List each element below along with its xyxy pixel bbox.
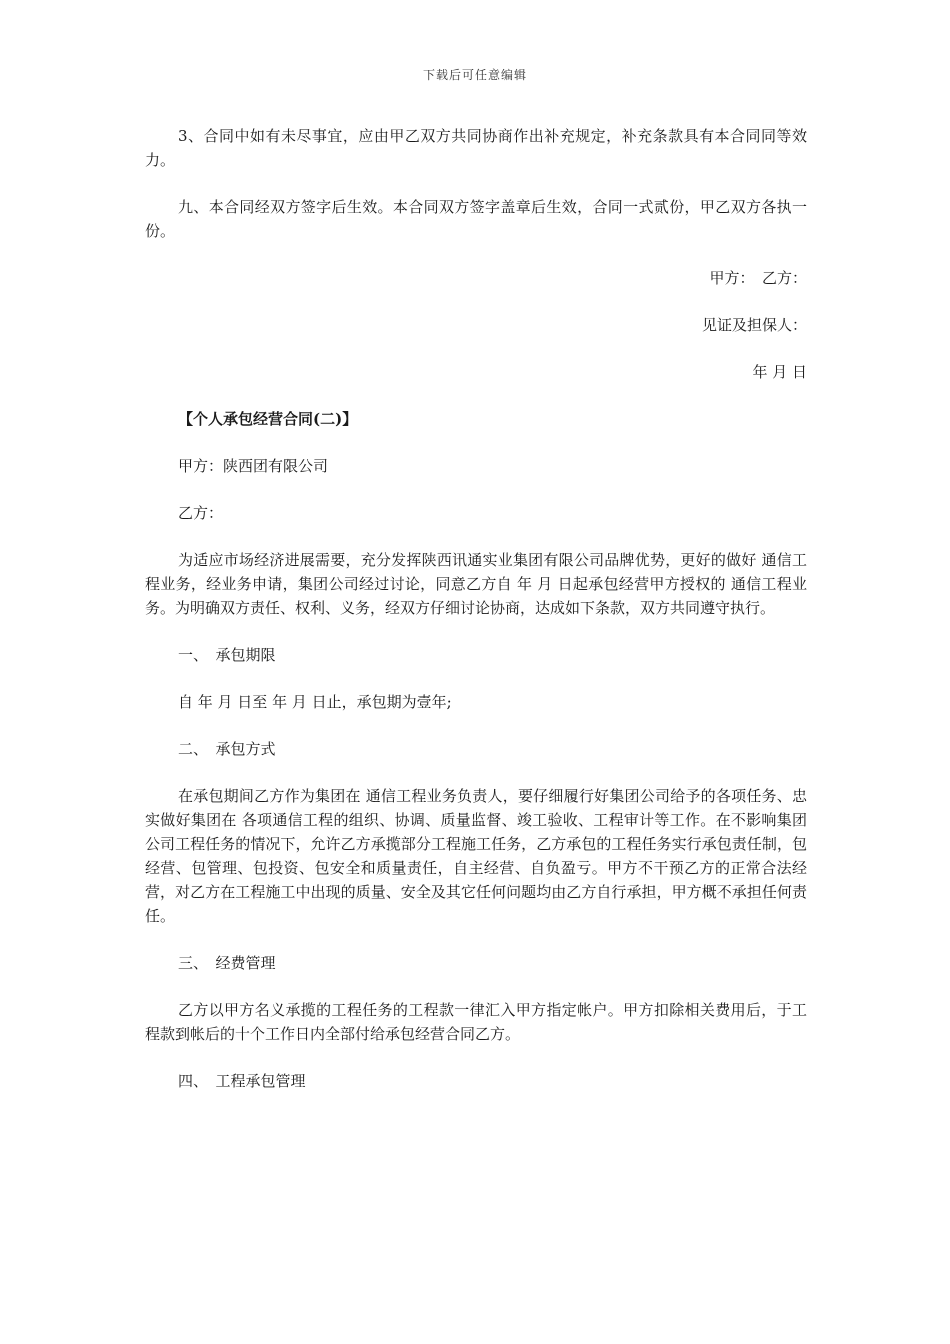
party-b-line: 乙方： <box>178 504 224 522</box>
clause-3-paragraph: 3、合同中如有未尽事宜，应由甲乙双方共同协商作出补充规定，补充条款具有本合同同等效力。 <box>145 127 807 169</box>
section-2-body: 在承包期间乙方作为集团在 通信工程业务负责人，要仔细履行好集团公司给予的各项任务、忠实做好集团在 各项通信工程的组织、协调、质量监督、竣工验收、工程审计等工作。在不影响集团公司工程任务的情况下，允许乙方承揽部分工程施工任务，乙方承包的工程任务实行承包责任制，包经营、包管理、包投资、包安全和质量责任，自主经营、自负盈亏。甲方不干预乙方的正常合法经营，对乙方在工程施工中出现的质量、安全及其它任何问题均由乙方自行承担，甲方概不承担任何责任。 <box>145 787 807 925</box>
section-1-heading: 一、 承包期限 <box>178 646 276 664</box>
intro-paragraph: 为适应市场经济进展需要，充分发挥陕西讯通实业集团有限公司品牌优势，更好的做好 通信工程业务，经业务申请，集团公司经过讨论，同意乙方自 年 月 日起承包经营甲方授权的 通信工程业务。为明确双方责任、权利、义务，经双方仔细讨论协商，达成如下条款，双方共同遵守执行。 <box>145 551 807 617</box>
signature-date: 年 月 日 <box>752 363 807 381</box>
party-a-line: 甲方：陕西团有限公司 <box>178 457 329 475</box>
clause-9-paragraph: 九、本合同经双方签字后生效。本合同双方签字盖章后生效，合同一式贰份，甲乙双方各执一份。 <box>145 198 807 240</box>
section-3-heading: 三、 经费管理 <box>178 954 276 972</box>
section-4-heading: 四、 工程承包管理 <box>178 1072 306 1090</box>
section-2-heading: 二、 承包方式 <box>178 740 276 758</box>
page-header: 下载后可任意编辑 <box>422 68 527 82</box>
signature-parties: 甲方： 乙方： <box>709 269 807 287</box>
section-1-body: 自 年 月 日至 年 月 日止，承包期为壹年; <box>178 693 452 711</box>
signature-guarantor: 见证及担保人： <box>701 316 807 334</box>
section-3-body: 乙方以甲方名义承揽的工程任务的工程款一律汇入甲方指定帐户。甲方扣除相关费用后，于工程款到帐后的十个工作日内全部付给承包经营合同乙方。 <box>145 1001 807 1043</box>
contract-title: 【个人承包经营合同(二)】 <box>178 410 358 428</box>
document-body <box>145 124 807 1116</box>
